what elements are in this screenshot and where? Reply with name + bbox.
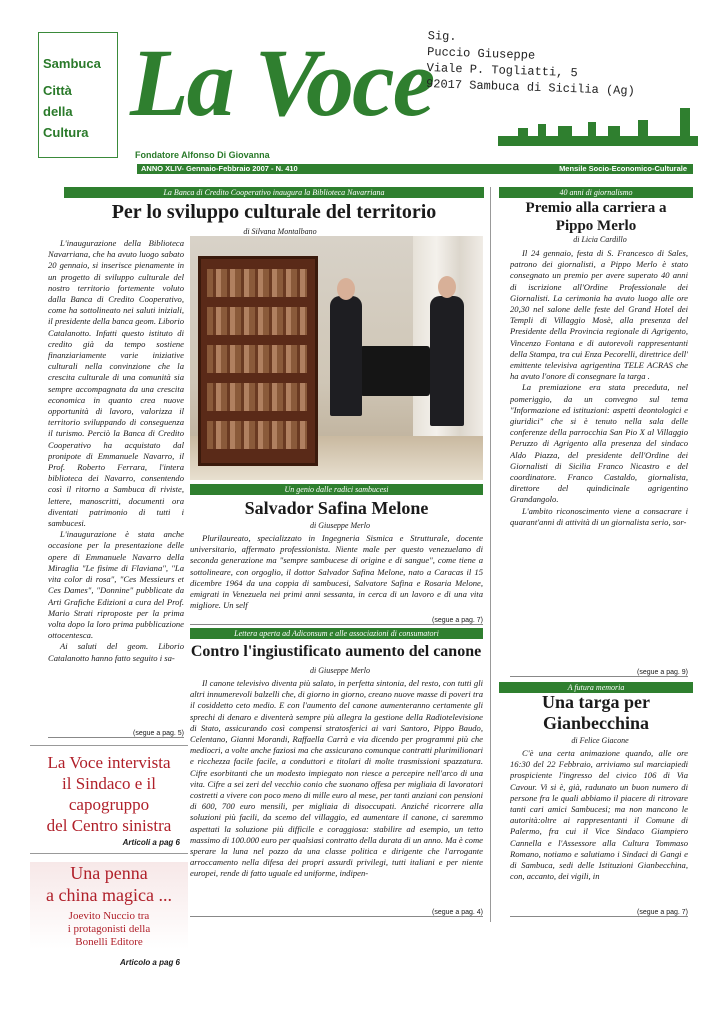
safina-headline: Salvador Safina Melone (244, 498, 429, 518)
logo-line: Sambuca (43, 56, 101, 71)
canone-byline: di Giuseppe Merlo (310, 666, 370, 675)
library-photo (190, 236, 483, 480)
promo-line: Joevito Nuccio tra (68, 910, 150, 922)
divider (30, 745, 188, 746)
headline-line: Premio alla carriera a (525, 200, 667, 216)
address-line: Viale P. Togliatti, 5 (426, 60, 578, 81)
nuccio-promo[interactable] (30, 862, 188, 949)
logo-line: della (43, 104, 73, 119)
main-continue-link[interactable]: (segue a pag. 5) (48, 730, 184, 738)
paragraph: C'è una certa animazione quando, alle ore 16:30 del 22 Febbraio, arriviamo sul marciapiedi prospiciente l'ingresso del civico 106 di Via Cavour. Vi si è, già, radunato un buon numero di persone fra le quali abbiamo il piacere di ritrovare tanti cari amici Sambucesi; ma non mancono le autorità:oltre ai rappresentanti il Comune di Palermo, fra cui il Vice Sindaco Giampiero Cannella e l'Assessore alla Cultura Tommaso Romano, notiamo e salutiamo i Sindaci di Gangi e di Sambuca, sedi delle Istituzioni Gianbecchina, con, accanto, dei vigili, in (510, 748, 688, 882)
paragraph: L'ambito riconoscimento viene a consacrare i quarant'anni di attività di un giornalista serio, sor- (510, 505, 688, 527)
address-label (426, 28, 637, 99)
safina-byline: di Giuseppe Merlo (310, 521, 370, 530)
founder-line: Fondatore Alfonso Di Giovanna (135, 150, 270, 160)
promo-line: del Centro sinistra (46, 816, 172, 835)
paragraph: L'inaugurazione della Biblioteca Navarriana, che ha avuto luogo sabato 20 gennaio, si inserisce pienamente in un progetto di sviluppo culturale del nostro territorio fortemente voluto dalla Banca di Credito Cooperativo, come ha sottolineato nei saluti iniziali, il presidente della banca geom. Liborio Catalanotto. Infatti questo istituto di credito già da tempo sostiene finanziariamente varie iniziative culturali nella convinzione che la crescita culturale di una comunità sia sempre accompagnata da una crescita economica in quanto crea nuove opportunità di lavoro, valorizza il territorio sviluppando di conseguenza il turismo. Perciò la Banca di Credito Cooperativo ha acquistato dal pronipote di Emmanuele Navarro, il Prof. Roberto Ferrara, l'intera biblioteca dei Navarro, consentendo così il ritorno a Sambuca di riviste, lettere, manoscritti, documenti ora diventati patrimonio di tutti i sambucesi. (48, 238, 184, 529)
targa-body (510, 748, 688, 898)
main-headline: Per lo sviluppo culturale del territorio (111, 201, 437, 223)
targa-continue-link[interactable]: (segue a pag. 7) (510, 909, 688, 917)
main-body (48, 238, 184, 730)
merlo-byline: di Licia Cardillo (573, 235, 627, 244)
promo-line: capogruppo (68, 795, 150, 814)
merlo-body (510, 248, 688, 656)
promo-line: Bonelli Editore (75, 936, 143, 948)
interview-promo-ref: Articoli a pag 6 (122, 838, 180, 847)
paragraph: Plurilaureato, specializzato in Ingegneria Sismica e Strutturale, docente universitario, affermato professionista. Niente male per questo venezuelano di seconda generazione ma "sempre sambucese di origine e di sangue", come tiene a sottolineare, con orgoglio, il dottor Salvador Safina Melone, nato a Caracas il 15 dicembre 1964 da una coppia di sambucesi, Salvatore Safina e Rosaria Melone, emigrati in Venezuela nei primi anni sessanta, in cerca di un lavoro e di una vita migliore. Un self (190, 533, 483, 611)
promo-line: a china magica ... (46, 885, 172, 905)
publication-subtitle: Mensile Socio-Economico-Culturale (559, 164, 687, 173)
targa-kicker: A futura memoria (499, 682, 693, 693)
paragraph: La premiazione era stata preceduta, nel pomeriggio, da un convegno sul tema "Informazione ed istituzioni: aspetti deontologici e giuridici" che si è tenuto nella sala delle conferenze della parrocchia San Pio X al Villaggio Peruzzo di Agrigento alla presenza del sindaco Aldo Piazza, del presidente dell'Ordine dei Giornalisti di Sicilia Franco Nicastro e del coordinatore. Franco Castaldo, giornalista, direttore del quindicinale agrigentino Grandangolo. (510, 382, 688, 505)
address-line: Puccio Giuseppe (426, 44, 536, 63)
headline-line: Una targa per (542, 692, 650, 712)
promo-line: Una penna (70, 863, 148, 883)
issue-bar (137, 164, 693, 174)
sambuca-citta-cultura-logo (38, 32, 118, 158)
safina-kicker: Un genio dalle radici sambucesi (190, 484, 483, 495)
paragraph: L'inaugurazione è stata anche occasione per la presentazione delle opere di Emmanuele Navarro della Miraglia "Le fisime di Flaviana", "La vita color di rosa", "Ces Messieurs et Ces Dames", "Donnine" pubblicate da Arti Grafiche Edizioni a cura del Prof. Mario Strati riproposte per la prima volta dopo la loro prima pubblicazione ottocentesca. (48, 529, 184, 641)
logo-line: Cultura (43, 125, 89, 140)
promo-line: i protagonisti della (67, 923, 151, 935)
headline-line: Gianbecchina (542, 713, 649, 733)
masthead (130, 28, 460, 158)
canone-headline: Contro l'ingiustificato aumento del canone (190, 643, 482, 660)
paragraph: Il 24 gennaio, festa di S. Francesco di Sales, patrono dei giornalisti, a Pippo Merlo è stato consegnato un premio per avere superato 40 anni di iscrizione all'Ordine Professionale dei Giornalisti. La cerimonia ha avuto luogo alle ore 20,30 nel salone delle feste del Grand Hotel dei Templi di Villaggio Mosè, alla presenza del Presidente della Provincia regionale di Agrigento, Vincenzo Fontana e di autorevoli rappresentanti della Stampa, tra cui Enza Pecorelli, direttrice dell' emittente televisiva agrigentina TELE ACRAS che ha avuto l'onore di consegnare la targa . (510, 248, 688, 382)
paragraph: Il canone televisivo diventa più salato, in perfetta sintonia, del resto, con tutti gli altri innumerevoli balzelli che, di giorno in giorno, creano nuove masse di poveri tra il cosiddetto ceto medio. E con l'aumento del canone aumenteranno certamente gli sprechi di denaro e diventerà sempre più allegra la gestione della Radiotelevisione di Stato, assicurando così compensi stratosferici ai vari Santoro, Pippo Baudo, Celentano, Gianni Morandi, Raffaella Carrà e via dicendo per programmi più che mediocri, a volte anche faziosi ma che assicurano comunque contratti plurimilionari e ricchezza facile facile, a conduttori e titolari di molte trasmissioni spazzatura. Cifre esorbitanti che un modesto impiegato non riesce a percepire nell'arco di una vita. Cifre a sei zeri del vecchio conio che suonano offesa per migliaia di lavoratori costretti a vivere con poco meno di mille euro al mese, per tanti anziani con pensioni di 600, 700 euro mensili, per migliaia di disoccupati. Anziché ricorrere alla soluzioni più facili, da scemo del villaggio, ed aumentare il canone, ci saremmo aspettati la soluzione più difficile e coraggiosa: stabilire ad esempio, un tetto massimo di 100.000 euro per qualsiasi contratto della durata di un anno. Ma è come sperare la luna nel pozzo da una classe politica e dirigente che l'arrogante arroccamento nella difesa dei propri assurdi privilegi, tutti italiani e per niente europei, rende di fatto uguale ed uniforme, indipen- (190, 678, 483, 879)
interview-promo[interactable] (30, 752, 188, 836)
canone-kicker: Lettera aperta ad Adiconsum e alle associazioni di consumatori (190, 628, 483, 639)
merlo-headline (499, 199, 693, 235)
canone-continue-link[interactable]: (segue a pag. 4) (190, 909, 483, 917)
safina-body (190, 533, 483, 623)
column-rule (490, 187, 491, 922)
paragraph: Ai saluti del geom. Liborio Catalanotto hanno fatto seguito i sa- (48, 641, 184, 663)
safina-continue-link[interactable]: (segue a pag. 7) (190, 617, 483, 625)
address-line: Sig. (427, 28, 457, 44)
masthead-title: La Voce (130, 29, 434, 136)
issue-number: ANNO XLIV- Gennaio-Febbraio 2007 - N. 410 (141, 164, 298, 173)
headline-line: Pippo Merlo (555, 218, 637, 234)
canone-body (190, 678, 483, 909)
divider (30, 853, 188, 854)
merlo-kicker: 40 anni di giornalismo (499, 187, 693, 198)
promo-line: La Voce intervista (47, 753, 171, 772)
main-byline: di Silvana Montalbano (243, 227, 317, 236)
nuccio-promo-ref: Articolo a pag 6 (119, 958, 180, 967)
address-line: 92017 Sambuca di Sicilia (Ag) (425, 76, 636, 99)
targa-headline (499, 692, 693, 734)
merlo-continue-link[interactable]: (segue a pag. 9) (510, 669, 688, 677)
targa-byline: di Felice Giacone (571, 736, 629, 745)
promo-line: il Sindaco e il (62, 774, 156, 793)
logo-line: Città (43, 83, 72, 98)
main-kicker: La Banca di Credito Cooperativo inaugura la Biblioteca Navarriana (64, 187, 484, 198)
town-skyline-icon (498, 108, 698, 152)
